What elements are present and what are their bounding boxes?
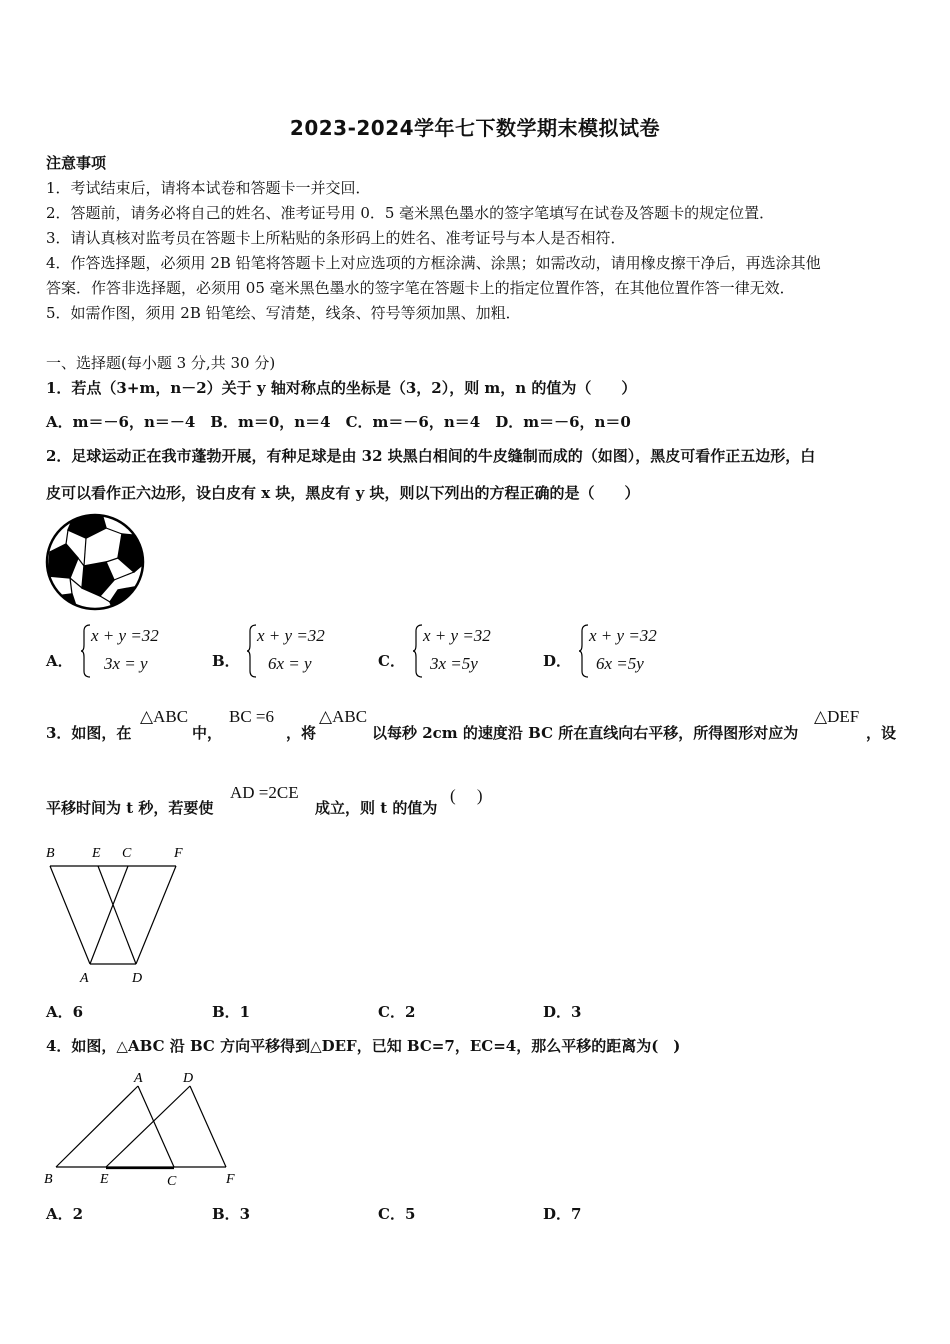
q2-option-a-label: A．: [46, 652, 73, 670]
q2-option-b-label: B．: [212, 652, 240, 670]
q1-options: A．m＝－6，n＝－4 B．m＝0，n＝4 C．m＝－6，n＝4 D．m＝－6，n＝0: [46, 413, 631, 431]
q2-option-c-label: C．: [378, 652, 405, 670]
q2-option-a-eq1: x + y =32: [91, 626, 159, 645]
q2-option-a-system: [80, 623, 180, 679]
soccer-ball-figure: [44, 512, 148, 612]
q3-label-d: D: [132, 971, 143, 986]
q2-option-a-eq2: 3x = y: [104, 654, 148, 673]
q3-label-c: C: [122, 846, 132, 861]
q3-option-a: A．6: [46, 1003, 84, 1021]
q4-figure: [40, 1064, 250, 1192]
q4-label-e: E: [100, 1172, 109, 1187]
q3-label-e: E: [92, 846, 101, 861]
q2-option-d-eq2: 6x =5y: [596, 654, 644, 673]
q4-label-f: F: [226, 1172, 235, 1187]
q2-option-b-eq2: 6x = y: [268, 654, 312, 673]
q4-label-a: A: [134, 1071, 143, 1086]
q4-stem: 4．如图，△ABC 沿 BC 方向平移得到△DEF，已知 BC=7，EC=4，那么平移的距离为( ): [46, 1037, 681, 1055]
q3-label-f: F: [174, 846, 183, 861]
q2-option-d-system: [578, 623, 678, 679]
q3-option-c: C．2: [378, 1003, 416, 1021]
q4-label-c: C: [167, 1174, 177, 1189]
q3-condition: AD =2CE: [230, 783, 299, 802]
q4-option-a: A．2: [46, 1205, 84, 1223]
section-heading: 一、选择题(每小题 3 分,共 30 分): [46, 354, 276, 372]
q3-text-4: 以每秒 2cm 的速度沿 BC 所在直线向右平移，所得图形对应为: [372, 724, 799, 742]
q2-stem-line1: 2．足球运动正在我市蓬勃开展，有种足球是由 32 块黑白相间的牛皮缝制而成的（如图），黑皮可看作正五边形，白: [46, 447, 816, 465]
q3-option-b: B．1: [212, 1003, 251, 1021]
notice-heading: 注意事项: [46, 154, 107, 172]
q3-label-a: A: [80, 971, 89, 986]
q3-figure: [40, 840, 200, 990]
q2-option-d-label: D．: [543, 652, 572, 670]
notice-item-4-cont: 答案．作答非选择题，必须用 05 毫米黑色墨水的签字笔在答题卡上的指定位置作答，在其他位置作答一律无效．: [46, 279, 795, 297]
q3-triangle-abc-2: △ABC: [319, 707, 368, 726]
q1-stem: 1．若点（3+m，n－2）关于 y 轴对称点的坐标是（3，2），则 m，n 的值为（ ）: [46, 379, 637, 397]
q4-option-d: D．7: [543, 1205, 582, 1223]
q3-answer-paren: ( ): [450, 786, 483, 805]
q3-text-5: ，设: [866, 724, 897, 742]
q3-text-1: 3．如图，在: [46, 724, 132, 742]
q3-option-d: D．3: [543, 1003, 582, 1021]
notice-item-4: 4．作答选择题，必须用 2B 铅笔将答题卡上对应选项的方框涂满、涂黑；如需改动，请用橡皮擦干净后，再选涂其他: [46, 254, 821, 272]
q3-triangle-abc: △ABC: [140, 707, 189, 726]
q4-label-b: B: [44, 1172, 53, 1187]
q3-label-b: B: [46, 846, 55, 861]
q4-label-d: D: [183, 1071, 194, 1086]
q2-option-b-system: [246, 623, 346, 679]
q3-text-2: 中，: [192, 724, 223, 742]
notice-item-1: 1．考试结束后，请将本试卷和答题卡一并交回．: [46, 179, 371, 197]
q3-text-3: ，将: [286, 724, 317, 742]
notice-item-2: 2．答题前，请务必将自己的姓名、准考证号用 0．5 毫米黑色墨水的签字笔填写在试卷及答题卡的规定位置．: [46, 204, 775, 222]
q3-line2-a: 平移时间为 t 秒，若要使: [46, 799, 214, 817]
q2-option-b-eq1: x + y =32: [257, 626, 325, 645]
page-title: 2023-2024学年七下数学期末模拟试卷: [289, 116, 661, 140]
q4-option-c: C．5: [378, 1205, 416, 1223]
q3-triangle-def: △DEF: [814, 707, 860, 726]
q2-option-c-eq1: x + y =32: [423, 626, 491, 645]
q2-stem-line2: 皮可以看作正六边形，设白皮有 x 块，黑皮有 y 块，则以下列出的方程正确的是（ ）: [46, 484, 640, 502]
q4-option-b: B．3: [212, 1205, 251, 1223]
q3-line2-b: 成立，则 t 的值为: [315, 799, 438, 817]
q2-option-c-eq2: 3x =5y: [430, 654, 478, 673]
notice-item-3: 3．请认真核对监考员在答题卡上所粘贴的条形码上的姓名、准考证号与本人是否相符．: [46, 229, 626, 247]
notice-item-5: 5．如需作图，须用 2B 铅笔绘、写清楚，线条、符号等须加黑、加粗．: [46, 304, 521, 322]
q2-option-d-eq1: x + y =32: [589, 626, 657, 645]
q3-bc-equation: BC =6: [229, 707, 275, 726]
q2-option-c-system: [412, 623, 512, 679]
